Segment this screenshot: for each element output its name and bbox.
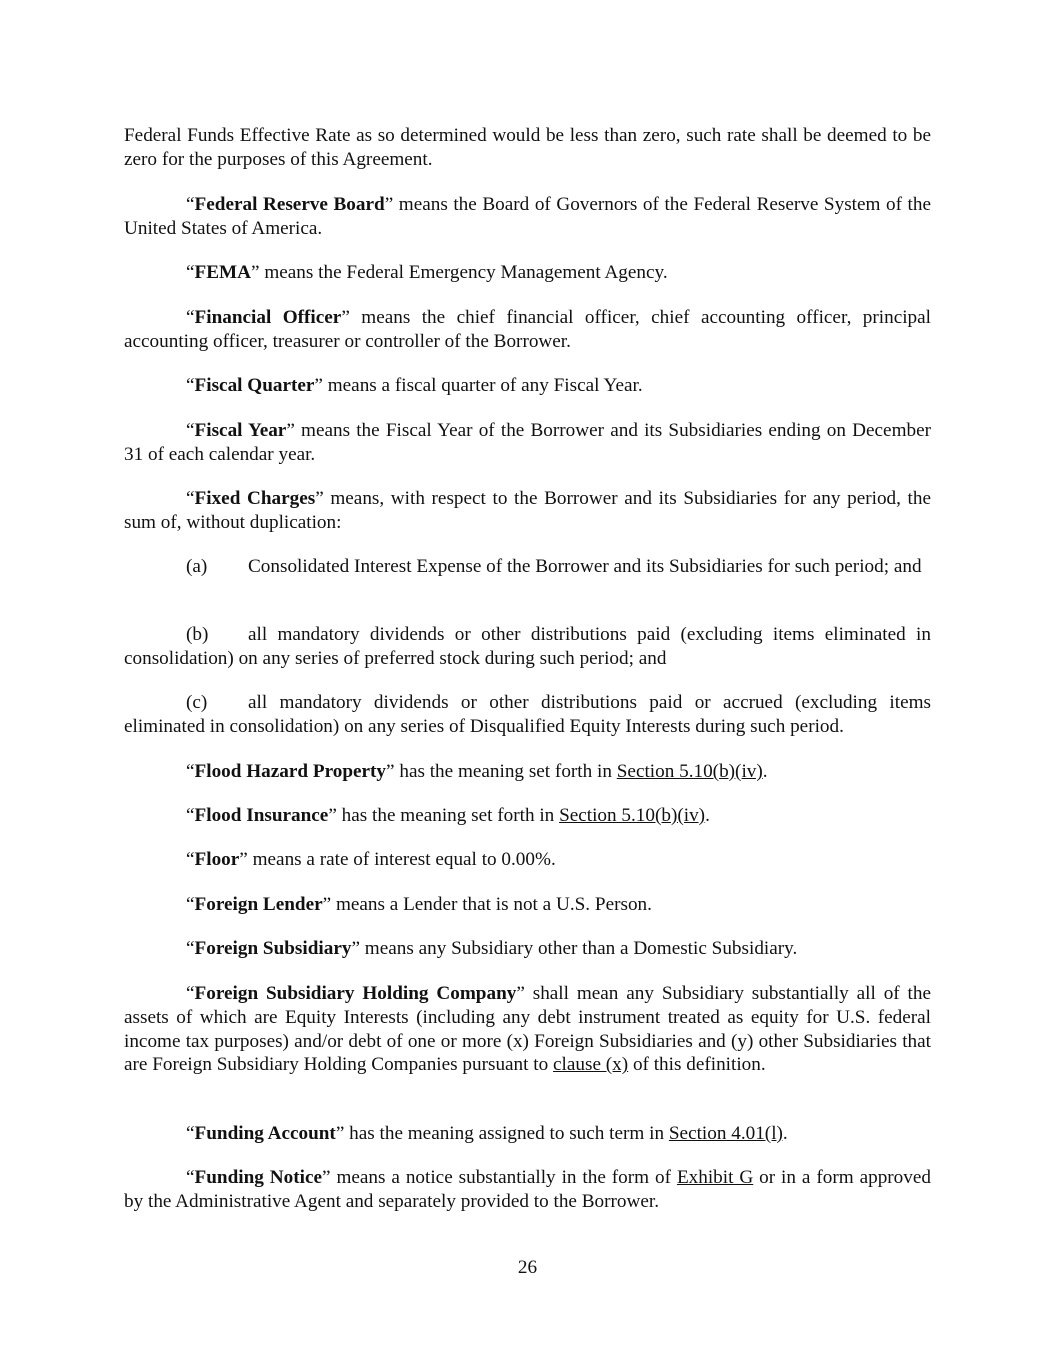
fixed-charges-clause-a: (a) Consolidated Interest Expense of the Borrower and its Subsidiaries for such period; and [186, 556, 922, 577]
definition-funding-account: “Funding Account” has the meaning assigned to such term in Section 4.01(l). [186, 1123, 788, 1144]
definition-foreign-subsidiary: “Foreign Subsidiary” means any Subsidiary other than a Domestic Subsidiary. [186, 938, 798, 959]
definition-fixed-charges: “Fixed Charges” means, with respect to the Borrower and its Subsidiaries for any period, the sum of, without duplication: [124, 488, 931, 533]
defined-term: Funding Account [194, 1123, 336, 1144]
defined-term: Fiscal Quarter [194, 375, 315, 396]
definition-flood-insurance: “Flood Insurance” has the meaning set forth in Section 5.10(b)(iv). [186, 805, 710, 826]
definition-funding-notice: “Funding Notice” means a notice substantially in the form of Exhibit G or in a form approved by the Administrative Agent and separately provided to the Borrower. [124, 1167, 931, 1212]
defined-term: Foreign Lender [194, 894, 323, 915]
defined-term: Financial Officer [194, 307, 342, 328]
defined-term: Foreign Subsidiary Holding Company [194, 983, 517, 1004]
defined-term: FEMA [194, 262, 252, 283]
defined-term: Fiscal Year [194, 420, 287, 441]
defined-term: Federal Reserve Board [194, 194, 385, 215]
defined-term: Floor [194, 849, 240, 870]
page-number: 26 [517, 1257, 538, 1278]
defined-term: Fixed Charges [194, 488, 316, 509]
definition-fiscal-quarter: “Fiscal Quarter” means a fiscal quarter of any Fiscal Year. [186, 375, 643, 396]
definition-foreign-subsidiary-holding-company: “Foreign Subsidiary Holding Company” shall mean any Subsidiary substantially all of the assets of which are Equity Interests (including any debt instrument treated as equity for U.S. federal income tax purposes) and/or debt of one or more (x) Foreign Subsidiaries and (y) other Subsidiaries that are Foreign Subsidiary Holding Companies pursuant to clause (x) of this definition. [124, 983, 931, 1076]
defined-term: Flood Insurance [194, 805, 329, 826]
definition-financial-officer: “Financial Officer” means the chief financial officer, chief accounting officer, principal accounting officer, treasurer or controller of the Borrower. [124, 307, 932, 352]
definition-floor: “Floor” means a rate of interest equal to 0.00%. [186, 849, 556, 870]
continuation-paragraph: Federal Funds Effective Rate as so determined would be less than zero, such rate shall be deemed to be zero for the purposes of this Agreement. [124, 125, 931, 170]
clause-label: (a) [186, 556, 208, 577]
section-reference-link[interactable]: Section 4.01(l) [668, 1123, 783, 1144]
defined-term: Flood Hazard Property [194, 761, 387, 782]
defined-term: Funding Notice [194, 1167, 322, 1188]
clause-label: (b) [186, 624, 209, 645]
clause-reference-link[interactable]: clause (x) [553, 1054, 629, 1076]
section-reference-link[interactable]: Section 5.10(b)(iv) [616, 761, 763, 782]
section-reference-link[interactable]: Section 5.10(b)(iv) [559, 805, 706, 826]
exhibit-reference-link[interactable]: Exhibit G [676, 1167, 754, 1188]
definition-flood-hazard-property: “Flood Hazard Property” has the meaning set forth in Section 5.10(b)(iv). [186, 761, 768, 782]
definition-foreign-lender: “Foreign Lender” means a Lender that is not a U.S. Person. [186, 894, 652, 915]
definition-fema: “FEMA” means the Federal Emergency Management Agency. [186, 262, 668, 283]
definition-federal-reserve-board: “Federal Reserve Board” means the Board of Governors of the Federal Reserve System of the United States of America. [124, 194, 931, 239]
fixed-charges-clause-b: (b) all mandatory dividends or other distributions paid (excluding items eliminated in consolidation) on any series of preferred stock during such period; and [124, 624, 931, 669]
clause-label: (c) [186, 692, 208, 713]
defined-term: Foreign Subsidiary [194, 938, 352, 959]
fixed-charges-clause-c: (c) all mandatory dividends or other distributions paid or accrued (excluding items eliminated in consolidation) on any series of Disqualified Equity Interests during such period. [124, 692, 931, 737]
definition-fiscal-year: “Fiscal Year” means the Fiscal Year of the Borrower and its Subsidiaries ending on December 31 of each calendar year. [124, 420, 931, 465]
